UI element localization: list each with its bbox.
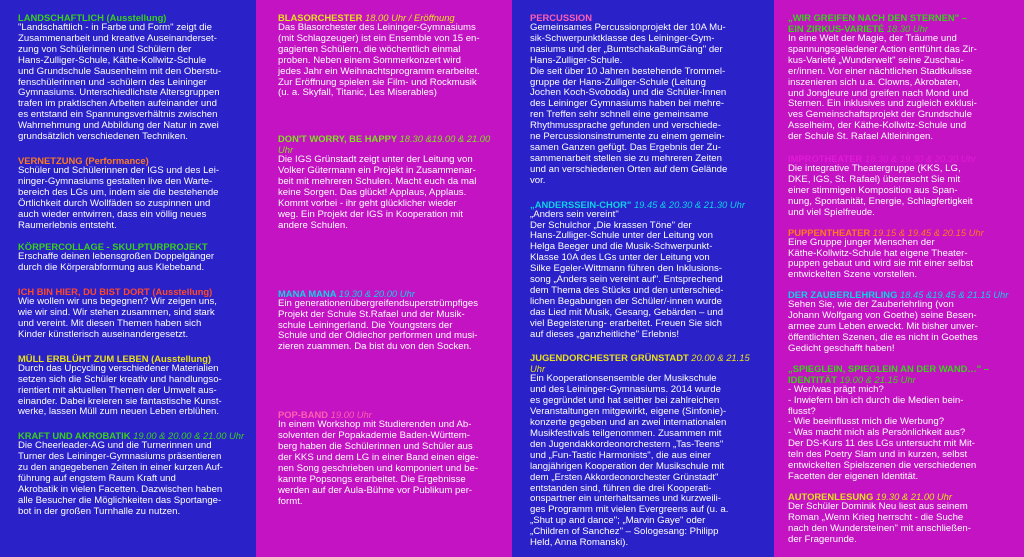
program-section [278,12,504,99]
section-title-text: JUGENDORCHESTER GRÜNSTADT [530,352,689,364]
program-section [788,153,1016,219]
program-section [278,288,504,354]
section-body: "Landschaftlich - in Farbe und Form" zeigt die Zusammenarbeit und kreative Auseinanderset- zung von Schülerinnen und Schülern der Hans-Zulliger-Schule, Käthe-Kollwitz-Schule und Grundschule Sausenheim mit den Oberstu- fenschülerinnen und -schülern des Leininger Gymnasiums. Unterschiedlichste Altersgruppen trafen im praktischen Arbeiten aufeinander und es entstand ein Spannungsverhältnis zwischen Wahrnehmung und Abbildung der Natur in zwei grundsätzlich verschiedenen Techniken. [18,22,222,143]
section-title-text: „WIR GREIFEN NACH DEN STERNEN" – EIN ZIRKUS-VARIETÉ [788,12,967,34]
section-title-text: KÖRPERCOLLAGE - SKULPTURPROJEKT [18,241,208,253]
section-time: 18.30 &19.00 & 21.00 Uhr [278,133,491,156]
program-section [278,409,504,507]
section-body: Der Schüler Dominik Neu liest aus seinem Roman „Wenn Krieg herrscht - die Suche nach den Wundersteinen" mit anschließen- der Fragerunde. [788,500,971,545]
section-body: Ein generationenübergreifendsuperstrümpfiges Projekt der Schule St.Rafael und der Musik- schule Leiningerland. Die Youngsters der Schule und der Oldiechor performen und musi- zieren zuammen. Da bist du von den Socken. [278,297,478,353]
section-title [278,133,504,155]
section-title-text: „ANDERSSEIN-CHOR" [530,198,632,210]
section-body: Die integrative Theatergruppe (KKS, LG, DKE, IGS, St. Rafael) überrascht Sie mit einer stimmigen Komposition aus Span- nung, Spontanität, Energie, Schlagfertigkeit und viel Spielfreude. [788,163,973,218]
section-title-text: VERNETZUNG (Performance) [18,154,149,166]
section-title-text: KRAFT UND AKROBATIK [18,430,131,442]
section-title-text: PERCUSSION [530,12,592,23]
program-section [530,352,766,549]
program-section [18,353,248,419]
section-title-text: „SPIEGLEIN, SPIEGLEIN AN DER WAND…" – IDENTITÄT [788,362,989,385]
section-body: Die Cheerleader-AG und die Turnerinnen und Turner des Leininger-Gymnasiums präsentieren zu den angegebenen Zeiten in einer kurzen Auf- führung auf engstem Raum Kraft und Akrobatik in vielen Facetten. Dazwischen haben alle Besucher die Möglichkeiten das Sportange- bot in der großen Turnhalle zu nutzen. [18,440,223,517]
program-section [788,227,1016,282]
section-title-text: AUTORENLESUNG [788,490,874,502]
section-time: 19.00 & 20.00 & 21.00 Uhr [133,430,245,442]
section-time: 18.45 &19.45 & 21.15 Uhr [899,289,1009,301]
section-title-text: MÜLL ERBLÜHT ZUM LEBEN (Ausstellung) [18,352,212,364]
program-section [18,155,248,231]
section-time: 19.00 Uhr [330,409,372,421]
section-title-text: LANDSCHAFTLICH (Ausstellung) [18,12,167,23]
section-title-text: DER ZAUBERLEHRLING [788,289,898,301]
section-body: Durch das Upcycling verschiedener Materialien setzen sich die Schüler kreativ und handlungso- rientiert mit aktuellen Themen der Umwelt aus- einander. Dabei kreieren sie fantastische Kunst- werke, lassen Müll zum neuen Leben erblühen. [18,362,222,418]
program-section [788,491,1016,546]
section-title-text: ICH BIN HIER, DU BIST DORT (Ausstellung) [18,286,213,298]
section-body: Schüler und Schülerinnen der IGS und des Lei- ninger-Gymnasiums gestalten live den Warte- bereich des LGs um, indem sie die bestehende Örtlichkeit durch Wollfäden so zuspinnen und auch wieder entwirren, dass ein völlig neues Raumerlebnis entsteht. [18,164,220,231]
section-title-text: PUPPENTHEATER [788,226,871,238]
program-section [18,241,248,274]
column-2 [256,0,512,557]
section-time: 18.30 Uhr [886,23,928,34]
section-title-text: DON'T WORRY, BE HAPPY [278,133,397,145]
section-title [788,12,1016,34]
column-3 [512,0,774,557]
section-body: In einem Workshop mit Studierenden und Ab- solventen der Popakademie Baden-Württem- berg haben die Schülerinnen und Schüler aus der KKS und dem LG in einer Band einen eige- nen Song geschrieben und komponiert und be- kannte Popsongs erarbeitet. Die Ergebnisse werden auf der Aula-Bühne vor Publikum per- formt. [278,419,479,507]
section-title-text: POP-BAND [278,409,329,421]
program-section [18,430,248,517]
section-title-text: IMPROTHEATER [788,153,863,165]
program-section [530,199,766,341]
program-section [530,12,766,187]
section-title [530,199,766,210]
section-body: „Anders sein vereint" Der Schulchor „Die krassen Töne" der Hans-Zulliger-Schule unter der Leitung von Helga Beeger und die Musik-Schwerpunkt- Klasse 10A des LGs unter der Leitung von Silke Egeler-Wittmann führen den Inklusions- song „Anders sein vereint auf". Entsprechend dem Thema des Stücks und den unterschied- lichen Begabungen der Schüler/-innen wurde das Lied mit Musik, Gesang, Gebärden – und viel Begeisterung- erarbeitet. Freuen Sie sich auf dieses „ganzheitliche" Erlebnis! [530,208,724,340]
section-body: Die IGS Grünstadt zeigt unter der Leitung von Volker Gütermann ein Projekt in Zusammenar- beit mit mehreren Schulen. Macht euch da mal keine Sorgen. Das glückt! Applaus, Applaus. Kommt vorbei - ihr geht glücklicher wieder weg. Ein Projekt der IGS in Kooperation mit andere Schulen. [278,154,477,231]
section-title-text: BLASORCHESTER [278,12,363,23]
column-4 [774,0,1024,557]
section-title-text: MANA MANA [278,287,337,299]
section-time: 18.00 Uhr / Eröffnung [365,12,455,23]
section-body: Erschaffe deinen lebensgroßen Doppelgänger durch die Körperabformung aus Klebeband. [18,251,215,274]
section-body: - Wer/was prägt mich? - Inwiefern bin ich durch die Medien bein- flusst? - Wie beeinflusst mich die Werbung? - Was macht mich als Persönlichkeit aus? Der DS-Kurs 11 des LGs untersucht mit Mit- teln des Poetry Slam und in kurzen, selbst entwickelten Spielszenen die verschiedenen Facetten der eigenen Identität. [788,383,977,482]
program-section [278,133,504,231]
program-section [788,289,1016,355]
column-1 [0,0,256,557]
section-time: 19.00 & 21.15 Uhr [839,373,916,385]
program-section [18,286,248,341]
section-body: Eine Gruppe junger Menschen der Käthe-Kollwitz-Schule hat eigene Theater- puppen gebaut und wird sie mit einer selbst entwickelten Szene vorstellen. [788,236,974,281]
program-section [788,363,1016,483]
section-body: Gemeinsames Percussionprojekt der 10A Mu- sik-Schwerpunktklasse des Leininger-Gym- nasiums und der „BumtschakaBumGäng" der Hans-Zulliger-Schule. Die seit über 10 Jahren bestehende Trommel- gruppe der Hans-Zulliger-Schule (Leitung Jochen Koch-Svoboda) und die Schüler-Innen des Leininger Gymnasiums haben bei mehre- ren Treffen sehr schnell eine gemeinsame Rhythmussprache gefunden und verschiede- ne Percussionsinstrumente zu einem gemein- samen Ganzen gefügt. Das Ergebnis der Zu- sammenarbeit stellen sie zu mehreren Zeiten und an verschiedenen Orten auf dem Gelände vor. [530,22,728,186]
section-time: 19.15 & 19.45 & 20.15 Uhr [872,226,984,238]
section-body: Sehen Sie, wie der Zauberlehrling (von Johann Wolfgang von Goethe) seine Besen- armee zum Leben erweckt. Mit bisher unver- öffentlichten Szenen, die es nicht in Goethes Gedicht geschafft haben! [788,299,978,354]
section-title [788,227,1016,238]
section-body: In eine Welt der Magie, der Träume und spannungsgeladener Action entführt das Zir- kus-Varieté „Wunderwelt" seine Zuschau- er/innen. Vor einer nächtlichen Stadtkulisse inszenieren sich u.a. Clowns, Akrobaten, und Jongleure und greifen nach Mond und Sternen. Ein inklusives und zugleich exklusi- ves Gemeinschaftsprojekt der Grundschule Asselheim, der Käthe-Kollwitz-Schule und der Schule St. Rafael Altleiningen. [788,33,977,143]
section-body: Ein Kooperationsensemble der Musikschule und des Leininger-Gymnasiums. 2014 wurde es gegründet und hat seither bei zahlreichen Veranstaltungen mitgewirkt, eigene (Sinfonie)- konzerte gegeben und an zwei internationalen Musikfestivals teilgenommen. Zusammen mit den Jugendakkordeonorchestern „Tas-Teens" und „Fun-Tastic Harmonists", die aus einer langjährigen Kooperation der Musikschule mit dem „Ersten Akkordeonorchester Grünstadt" entstanden sind, führen die drei Kooperati- onspartner ein unterhaltsames und kurzweili- ges Programm mit vielen Evergreens auf (u. a. „Shut up and dance"; „Marvin Gaye" oder „Children of Sanchez" – Sologesang: Philipp Held, Anna Romanski). [530,373,729,549]
section-body: Wie wollen wir uns begegnen? Wir zeigen uns, wie wir sind. Wir stehen zusammen, sind stark und vereint. Mit diesen Themen haben sich Kinder künstlerisch auseinandergesetzt. [18,296,217,340]
section-time: 18.30 & 19.30 & 20.30 Uhr [864,153,976,165]
section-time: 20.00 & 21.15 Uhr [530,352,750,375]
section-title [530,352,766,374]
program-section [788,12,1016,143]
section-time: 19.30 & 20.00 Uhr [338,287,415,299]
section-body: Das Blasorchester des Leininger-Gymnasiums (mit Schlagzeuger) ist ein Ensemble von 15 en- gagierten Schülern, die wöchentlich einmal proben. Neben einem Sommerkonzert wird jedes Jahr ein Weihnachtsprogramm erarbeitet. Zur Eröffnung spielen sie Film- und Rockmusik (u. a. Skyfall, Titanic, Les Miserables) [278,22,480,99]
section-title [788,363,1016,385]
program-section [18,12,248,143]
section-time: 19.45 & 20.30 & 21.30 Uhr [633,198,745,210]
section-time: 19.30 & 21.00 Uhr [875,490,952,502]
